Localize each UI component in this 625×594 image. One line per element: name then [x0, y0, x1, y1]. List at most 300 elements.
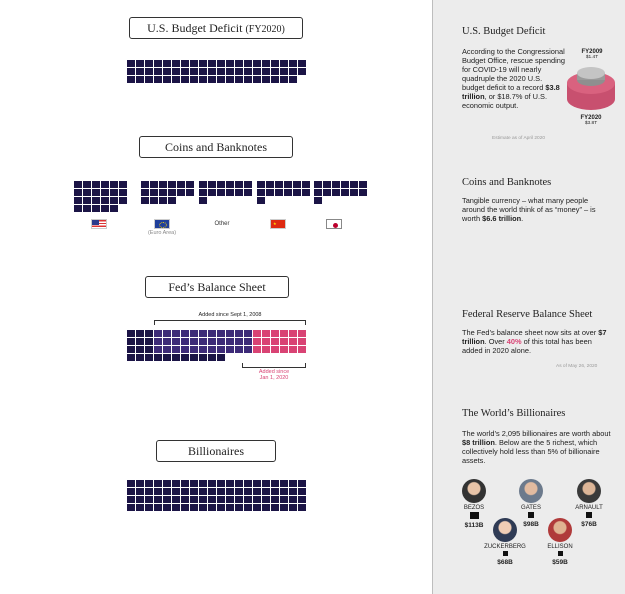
deficit-title-pill — [129, 17, 303, 39]
waffle-block — [298, 346, 306, 353]
waffle-block — [271, 496, 279, 503]
billionaires-waffle — [127, 480, 306, 511]
waffle-block — [145, 346, 153, 353]
waffle-block — [235, 346, 243, 353]
waffle-block — [154, 354, 162, 361]
waffle-block — [163, 346, 171, 353]
waffle-block — [163, 480, 171, 487]
waffle-block — [253, 496, 261, 503]
fed-2020-bracket — [242, 363, 306, 368]
coins-waffle-other — [199, 181, 252, 204]
waffle-block — [208, 488, 216, 495]
waffle-block — [208, 346, 216, 353]
waffle-block — [271, 488, 279, 495]
waffle-block — [199, 346, 207, 353]
waffle-block — [266, 181, 274, 188]
waffle-block — [298, 60, 306, 67]
coins-title-pill — [139, 136, 293, 158]
waffle-block — [226, 338, 234, 345]
waffle-block — [74, 205, 82, 212]
waffle-block — [208, 60, 216, 67]
waffle-block — [271, 480, 279, 487]
waffle-block — [280, 480, 288, 487]
bezos-name: BEZOS — [463, 505, 485, 511]
waffle-block — [262, 68, 270, 75]
waffle-block — [168, 189, 176, 196]
waffle-block — [150, 181, 158, 188]
deficit-note: Estimate as of April 2020 — [492, 136, 546, 141]
waffle-block — [154, 68, 162, 75]
waffle-block — [163, 76, 171, 83]
waffle-block — [136, 496, 144, 503]
sidebar-coins-title: Coins and Banknotes — [462, 177, 552, 188]
waffle-block — [168, 181, 176, 188]
waffle-block — [235, 480, 243, 487]
waffle-block — [226, 181, 234, 188]
waffle-block — [289, 504, 297, 511]
waffle-block — [199, 181, 207, 188]
waffle-block — [199, 197, 207, 204]
waffle-block — [280, 496, 288, 503]
waffle-block — [350, 189, 358, 196]
waffle-block — [199, 68, 207, 75]
waffle-block — [332, 189, 340, 196]
waffle-block — [101, 197, 109, 204]
zuckerberg-block — [503, 551, 508, 556]
waffle-block — [298, 496, 306, 503]
waffle-block — [253, 60, 261, 67]
waffle-block — [181, 68, 189, 75]
waffle-block — [217, 354, 225, 361]
waffle-block — [199, 76, 207, 83]
waffle-block — [92, 205, 100, 212]
waffle-block — [199, 488, 207, 495]
bezos-value: $113B — [464, 522, 484, 529]
fy2009-label: FY2009 — [581, 49, 603, 55]
waffle-block — [226, 68, 234, 75]
waffle-block — [244, 488, 252, 495]
waffle-block — [208, 189, 216, 196]
waffle-block — [159, 189, 167, 196]
sidebar-deficit-text — [462, 47, 566, 110]
waffle-block — [172, 346, 180, 353]
waffle-block — [208, 480, 216, 487]
waffle-block — [74, 181, 82, 188]
fed-waffle — [127, 330, 306, 361]
waffle-block — [359, 181, 367, 188]
waffle-block — [163, 68, 171, 75]
waffle-block — [217, 480, 225, 487]
waffle-block — [226, 346, 234, 353]
waffle-block — [298, 330, 306, 337]
side-bill-text-part: $8 trillion — [462, 438, 495, 447]
waffle-block — [208, 354, 216, 361]
waffle-block — [271, 346, 279, 353]
waffle-block — [199, 496, 207, 503]
waffle-block — [199, 330, 207, 337]
waffle-block — [244, 346, 252, 353]
waffle-block — [289, 496, 297, 503]
waffle-block — [314, 181, 322, 188]
waffle-block — [284, 181, 292, 188]
waffle-block — [235, 76, 243, 83]
waffle-block — [83, 181, 91, 188]
waffle-block — [217, 338, 225, 345]
waffle-block — [298, 488, 306, 495]
person-zuckerberg — [478, 518, 532, 566]
waffle-block — [217, 496, 225, 503]
deficit-coin-stack — [565, 63, 617, 119]
gates-name: GATES — [521, 505, 541, 511]
waffle-block — [163, 330, 171, 337]
waffle-block — [190, 488, 198, 495]
waffle-block — [127, 330, 135, 337]
waffle-block — [136, 330, 144, 337]
waffle-block — [110, 189, 118, 196]
waffle-block — [284, 189, 292, 196]
waffle-block — [257, 181, 265, 188]
waffle-block — [74, 189, 82, 196]
billionaires-title: Billionaires — [188, 444, 244, 458]
waffle-block — [145, 496, 153, 503]
waffle-block — [190, 496, 198, 503]
bezos-photo — [462, 479, 486, 503]
waffle-block — [323, 181, 331, 188]
waffle-block — [163, 496, 171, 503]
sidebar-billionaires-text — [462, 429, 612, 465]
waffle-block — [289, 330, 297, 337]
waffle-block — [154, 330, 162, 337]
waffle-block — [181, 488, 189, 495]
waffle-block — [181, 354, 189, 361]
waffle-block — [217, 504, 225, 511]
waffle-block — [235, 496, 243, 503]
waffle-block — [92, 189, 100, 196]
waffle-block — [226, 189, 234, 196]
waffle-block — [163, 60, 171, 67]
waffle-block — [136, 354, 144, 361]
waffle-block — [172, 480, 180, 487]
fed-title: Fed’s Balance Sheet — [168, 280, 266, 294]
waffle-block — [172, 354, 180, 361]
waffle-block — [217, 330, 225, 337]
waffle-block — [235, 68, 243, 75]
waffle-block — [293, 189, 301, 196]
coins-waffle-cny — [257, 181, 310, 204]
waffle-block — [275, 181, 283, 188]
waffle-block — [244, 68, 252, 75]
waffle-block — [199, 354, 207, 361]
fy2020-label: FY2020 — [580, 115, 602, 121]
waffle-block — [289, 60, 297, 67]
waffle-block — [217, 60, 225, 67]
waffle-block — [244, 338, 252, 345]
waffle-block — [208, 76, 216, 83]
waffle-block — [199, 480, 207, 487]
waffle-block — [208, 504, 216, 511]
waffle-block — [262, 504, 270, 511]
waffle-block — [244, 76, 252, 83]
waffle-block — [145, 354, 153, 361]
waffle-block — [257, 197, 265, 204]
waffle-block — [208, 338, 216, 345]
china-flag-icon: ★ — [270, 219, 286, 229]
waffle-block — [253, 330, 261, 337]
waffle-block — [145, 504, 153, 511]
waffle-block — [235, 488, 243, 495]
billionaires-title-pill — [156, 440, 276, 462]
side-fed-text-part: . Over — [484, 337, 507, 346]
side-deficit-text-part: According to the Congressional Budget Office, rescue spending for COVID-19 will nearly quadruple the 2020 U.S. budget deficit to a record — [462, 47, 565, 92]
waffle-block — [262, 60, 270, 67]
waffle-block — [150, 197, 158, 204]
waffle-block — [172, 496, 180, 503]
side-fed-text-part: of this total has been added in 2020 alone. — [462, 337, 592, 355]
waffle-block — [298, 338, 306, 345]
waffle-block — [226, 488, 234, 495]
arnault-name: ARNAULT — [575, 505, 603, 511]
waffle-block — [168, 197, 176, 204]
waffle-block — [341, 181, 349, 188]
deficit-title-suffix: (FY2020) — [245, 24, 285, 35]
waffle-block — [136, 480, 144, 487]
waffle-block — [271, 330, 279, 337]
waffle-block — [244, 496, 252, 503]
side-fed-text-part: 40% — [506, 337, 522, 346]
waffle-block — [172, 488, 180, 495]
waffle-block — [119, 197, 127, 204]
waffle-block — [172, 338, 180, 345]
waffle-block — [159, 197, 167, 204]
waffle-block — [190, 480, 198, 487]
japan-flag-icon — [326, 219, 342, 229]
waffle-block — [110, 181, 118, 188]
fed-added-2008-label: Added since Sept 1, 2008 — [198, 312, 262, 318]
waffle-block — [181, 504, 189, 511]
fed-added-2020-line1: Added since — [258, 369, 290, 375]
waffle-block — [244, 480, 252, 487]
waffle-block — [226, 76, 234, 83]
waffle-block — [145, 68, 153, 75]
waffle-block — [145, 338, 153, 345]
waffle-block — [289, 76, 297, 83]
waffle-block — [136, 68, 144, 75]
waffle-block — [298, 504, 306, 511]
waffle-block — [190, 76, 198, 83]
waffle-block — [181, 60, 189, 67]
waffle-block — [217, 181, 225, 188]
gates-photo — [519, 479, 543, 503]
waffle-block — [253, 338, 261, 345]
waffle-block — [127, 496, 135, 503]
waffle-block — [217, 488, 225, 495]
waffle-block — [150, 189, 158, 196]
waffle-block — [83, 205, 91, 212]
waffle-block — [92, 181, 100, 188]
waffle-block — [101, 181, 109, 188]
waffle-block — [199, 189, 207, 196]
waffle-block — [101, 189, 109, 196]
waffle-block — [235, 181, 243, 188]
side-bill-text-part: . Below are the 5 richest, which collectively hold less than 5% of billionaire assets. — [462, 438, 600, 465]
waffle-block — [154, 488, 162, 495]
waffle-block — [235, 189, 243, 196]
waffle-block — [154, 76, 162, 83]
side-coins-text-part: Tangible currency – what many people around the world think of as “money” – is worth — [462, 196, 596, 223]
waffle-block — [253, 346, 261, 353]
waffle-block — [127, 60, 135, 67]
fy2009-stack-top — [577, 67, 605, 79]
person-ellison — [542, 518, 578, 566]
sidebar-fed-text — [462, 328, 612, 355]
waffle-block — [217, 68, 225, 75]
waffle-block — [253, 76, 261, 83]
waffle-block — [266, 189, 274, 196]
fed-added-2020-line2: Jan 1, 2020 — [259, 375, 289, 381]
waffle-block — [293, 181, 301, 188]
waffle-block — [280, 330, 288, 337]
waffle-block — [154, 480, 162, 487]
waffle-block — [136, 488, 144, 495]
waffle-block — [163, 504, 171, 511]
arnault-block — [586, 512, 592, 518]
waffle-block — [302, 189, 310, 196]
waffle-block — [262, 346, 270, 353]
waffle-block — [253, 480, 261, 487]
waffle-block — [145, 330, 153, 337]
waffle-block — [190, 60, 198, 67]
waffle-block — [181, 346, 189, 353]
waffle-block — [83, 197, 91, 204]
waffle-block — [141, 189, 149, 196]
waffle-block — [280, 60, 288, 67]
waffle-block — [199, 338, 207, 345]
side-deficit-text-part: $3.8 trillion — [462, 83, 560, 101]
waffle-block — [244, 181, 252, 188]
waffle-block — [119, 181, 127, 188]
waffle-block — [92, 197, 100, 204]
waffle-block — [262, 488, 270, 495]
zuckerberg-value: $68B — [497, 559, 513, 566]
zuckerberg-photo — [493, 518, 517, 542]
waffle-block — [145, 60, 153, 67]
waffle-block — [190, 338, 198, 345]
waffle-block — [127, 68, 135, 75]
waffle-block — [145, 480, 153, 487]
side-coins-text-part: . — [521, 214, 524, 223]
waffle-block — [302, 181, 310, 188]
waffle-block — [314, 189, 322, 196]
fed-title-pill — [145, 276, 289, 298]
waffle-block — [181, 338, 189, 345]
waffle-block — [280, 76, 288, 83]
waffle-block — [145, 488, 153, 495]
gates-value: $98B — [523, 521, 539, 528]
waffle-block — [83, 189, 91, 196]
waffle-block — [226, 330, 234, 337]
side-bill-text-part: The world’s 2,095 billionaires are worth about — [462, 429, 611, 438]
waffle-block — [226, 496, 234, 503]
fy2020-value: $3.8T — [584, 121, 598, 126]
waffle-block — [217, 189, 225, 196]
sidebar-coins-text — [462, 196, 612, 223]
waffle-block — [226, 60, 234, 67]
waffle-block — [136, 338, 144, 345]
waffle-block — [257, 189, 265, 196]
side-coins-text-part: $6.6 trillion — [482, 214, 522, 223]
side-deficit-text-part: , or $18.7% of U.S. economic output. — [462, 92, 548, 110]
waffle-block — [136, 76, 144, 83]
waffle-block — [141, 181, 149, 188]
sidebar-fed-title: Federal Reserve Balance Sheet — [462, 309, 593, 320]
waffle-block — [190, 68, 198, 75]
waffle-block — [289, 488, 297, 495]
ellison-photo — [548, 518, 572, 542]
waffle-block — [154, 338, 162, 345]
waffle-block — [74, 197, 82, 204]
waffle-block — [271, 504, 279, 511]
waffle-block — [262, 480, 270, 487]
waffle-block — [244, 330, 252, 337]
waffle-block — [154, 496, 162, 503]
waffle-block — [280, 488, 288, 495]
ellison-name: ELLISON — [547, 544, 573, 550]
waffle-block — [217, 346, 225, 353]
fed-2008-bracket — [154, 320, 306, 325]
waffle-block — [101, 205, 109, 212]
waffle-block — [136, 60, 144, 67]
waffle-block — [271, 338, 279, 345]
waffle-block — [271, 76, 279, 83]
waffle-block — [262, 330, 270, 337]
ellison-value: $59B — [552, 559, 568, 566]
waffle-block — [217, 76, 225, 83]
waffle-block — [110, 205, 118, 212]
waffle-block — [253, 68, 261, 75]
waffle-block — [127, 480, 135, 487]
waffle-block — [127, 354, 135, 361]
waffle-block — [163, 488, 171, 495]
coins-waffle-eur — [141, 181, 194, 204]
waffle-block — [244, 60, 252, 67]
waffle-block — [119, 189, 127, 196]
waffle-block — [208, 68, 216, 75]
waffle-block — [172, 330, 180, 337]
waffle-block — [235, 60, 243, 67]
waffle-block — [262, 338, 270, 345]
waffle-block — [235, 504, 243, 511]
waffle-block — [190, 330, 198, 337]
waffle-block — [280, 504, 288, 511]
waffle-block — [190, 346, 198, 353]
waffle-block — [181, 480, 189, 487]
arnault-photo — [577, 479, 601, 503]
waffle-block — [186, 189, 194, 196]
waffle-block — [359, 189, 367, 196]
coins-waffle-jpy — [314, 181, 367, 204]
eu-label: (Euro Area) — [147, 230, 177, 236]
waffle-block — [136, 504, 144, 511]
arnault-value: $76B — [581, 521, 597, 528]
waffle-block — [208, 181, 216, 188]
waffle-block — [186, 181, 194, 188]
waffle-block — [289, 68, 297, 75]
waffle-block — [280, 68, 288, 75]
waffle-block — [154, 346, 162, 353]
waffle-block — [253, 488, 261, 495]
waffle-block — [275, 189, 283, 196]
side-fed-text-part: The Fed’s balance sheet now sits at over — [462, 328, 599, 337]
